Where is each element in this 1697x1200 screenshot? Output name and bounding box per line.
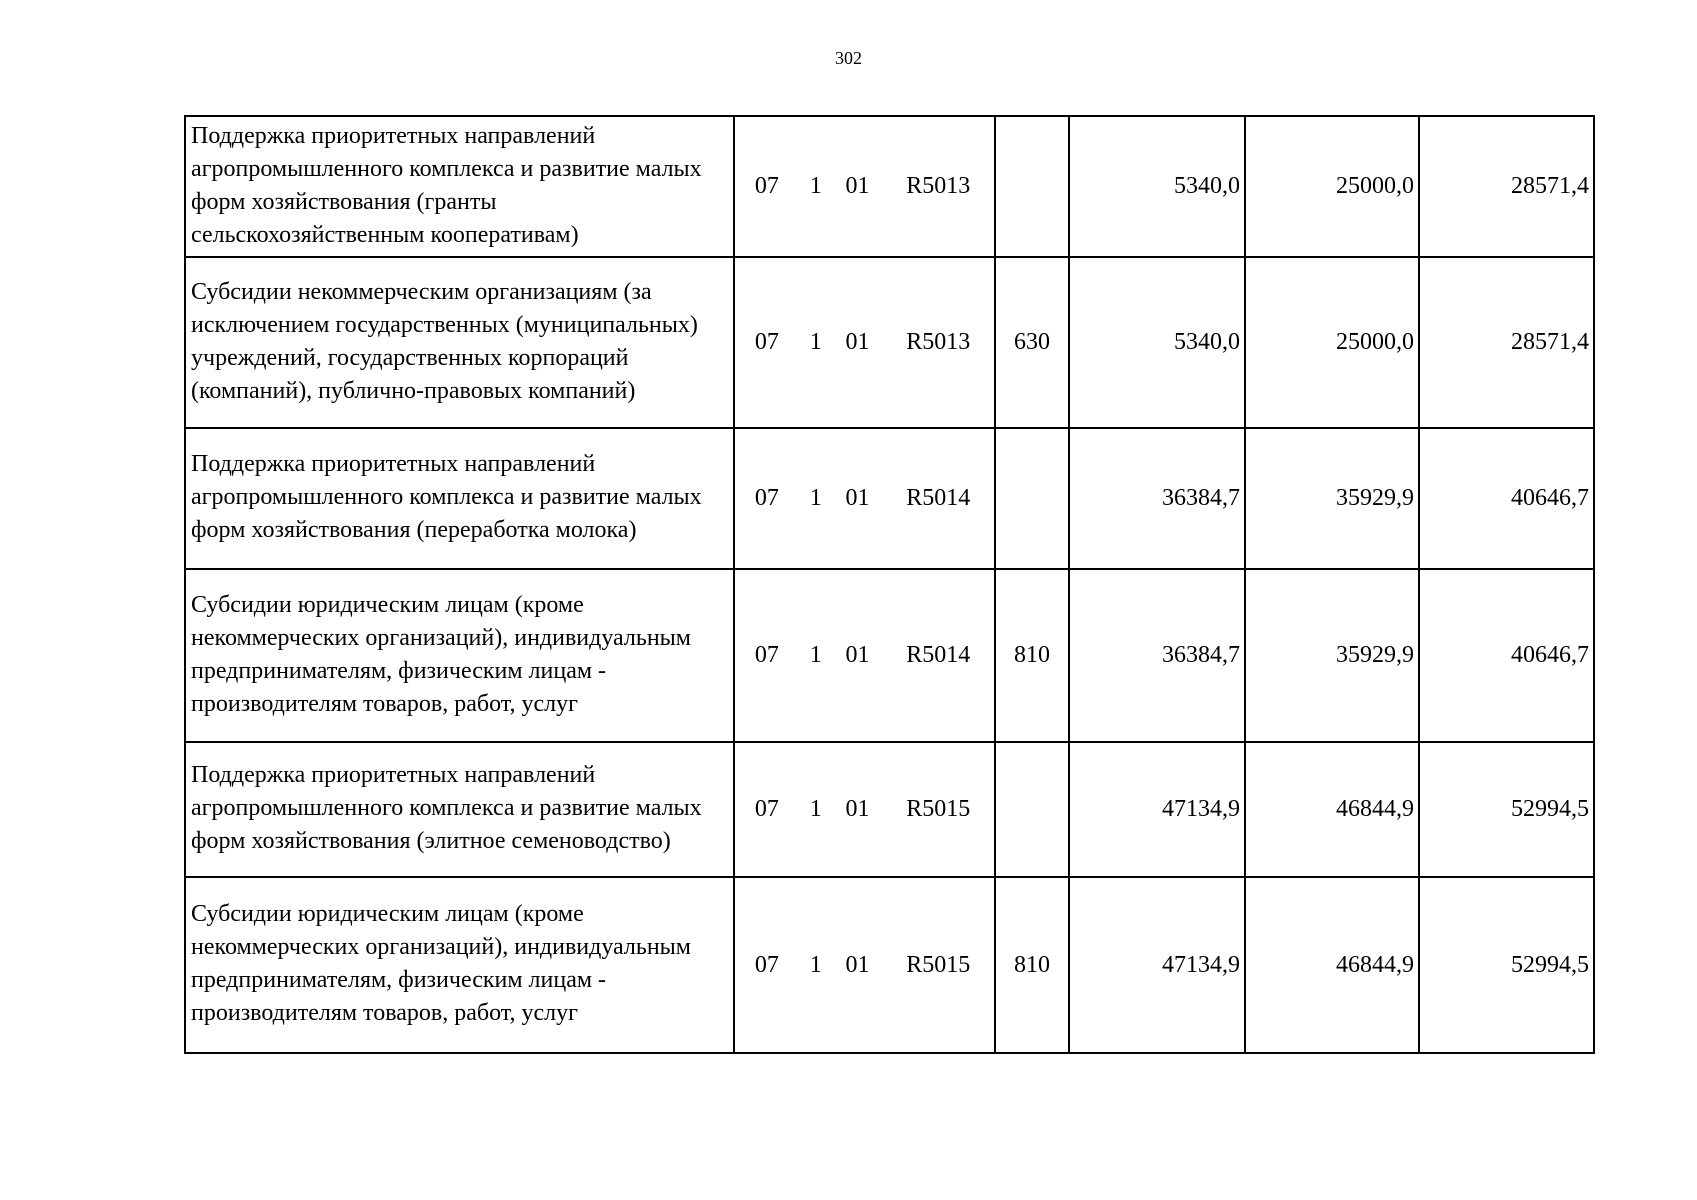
code-subprogram: 1 — [809, 485, 822, 511]
code-target: R5013 — [906, 173, 971, 199]
code-section: 07 — [754, 485, 779, 511]
value-year-3: 40646,7 — [1419, 569, 1594, 742]
page-number: 302 — [835, 48, 862, 68]
code-subprogram: 1 — [809, 796, 822, 822]
table-row — [185, 569, 1594, 742]
value-year-1: 5340,0 — [1069, 257, 1245, 428]
code-section: 07 — [754, 951, 779, 978]
table-row — [185, 877, 1594, 1053]
value-year-1: 47134,9 — [1069, 877, 1245, 1053]
row-codes — [734, 569, 995, 742]
expense-type-code: 810 — [995, 877, 1069, 1053]
code-subprogram: 1 — [809, 951, 822, 978]
code-subprogram: 1 — [809, 642, 822, 668]
value-year-1: 5340,0 — [1069, 116, 1245, 257]
budget-table-body — [185, 116, 1594, 1053]
code-subsection: 01 — [845, 173, 870, 199]
row-codes — [734, 742, 995, 877]
code-section: 07 — [754, 642, 779, 668]
table-row — [185, 742, 1594, 877]
row-codes — [734, 877, 995, 1053]
expense-type-code — [995, 428, 1069, 569]
row-description: Субсидии некоммерческим организациям (за исключением государственных (муниципальных) учреждений, государственных корпораций (компаний), публично-правовых компаний) — [185, 257, 734, 428]
value-year-1: 47134,9 — [1069, 742, 1245, 877]
code-subsection: 01 — [845, 796, 870, 822]
expense-type-code: 810 — [995, 569, 1069, 742]
value-year-2: 35929,9 — [1245, 569, 1419, 742]
row-codes — [734, 116, 995, 257]
row-description: Поддержка приоритетных направлений агропромышленного комплекса и развитие малых форм хозяйствования (гранты сельскохозяйственным кооперативам) — [185, 116, 734, 257]
code-target: R5015 — [906, 796, 971, 822]
code-subsection: 01 — [845, 485, 870, 511]
code-target: R5013 — [906, 329, 971, 355]
code-subprogram: 1 — [809, 329, 822, 355]
expense-type-code: 630 — [995, 257, 1069, 428]
value-year-1: 36384,7 — [1069, 428, 1245, 569]
code-subsection: 01 — [845, 642, 870, 668]
row-description: Субсидии юридическим лицам (кроме некоммерческих организаций), индивидуальным предпринимателям, физическим лицам - производителям товаров, работ, услуг — [185, 569, 734, 742]
expense-type-code — [995, 742, 1069, 877]
value-year-2: 25000,0 — [1245, 116, 1419, 257]
code-subsection: 01 — [845, 951, 870, 978]
value-year-2: 46844,9 — [1245, 742, 1419, 877]
code-target: R5014 — [906, 642, 971, 668]
table-row — [185, 116, 1594, 257]
value-year-3: 52994,5 — [1419, 742, 1594, 877]
code-target: R5014 — [906, 485, 971, 511]
value-year-3: 52994,5 — [1419, 877, 1594, 1053]
code-section: 07 — [754, 796, 779, 822]
code-section: 07 — [754, 329, 779, 355]
code-subprogram: 1 — [809, 173, 822, 199]
value-year-2: 25000,0 — [1245, 257, 1419, 428]
row-codes — [734, 257, 995, 428]
table-row — [185, 428, 1594, 569]
value-year-1: 36384,7 — [1069, 569, 1245, 742]
code-target: R5015 — [906, 951, 971, 978]
value-year-3: 28571,4 — [1419, 257, 1594, 428]
expense-type-code — [995, 116, 1069, 257]
row-description: Поддержка приоритетных направлений агропромышленного комплекса и развитие малых форм хозяйствования (элитное семеноводство) — [185, 742, 734, 877]
code-subsection: 01 — [845, 329, 870, 355]
value-year-2: 35929,9 — [1245, 428, 1419, 569]
budget-table — [184, 115, 1595, 1054]
row-description: Поддержка приоритетных направлений агропромышленного комплекса и развитие малых форм хозяйствования (переработка молока) — [185, 428, 734, 569]
value-year-3: 40646,7 — [1419, 428, 1594, 569]
row-codes — [734, 428, 995, 569]
value-year-2: 46844,9 — [1245, 877, 1419, 1053]
value-year-3: 28571,4 — [1419, 116, 1594, 257]
row-description: Субсидии юридическим лицам (кроме некоммерческих организаций), индивидуальным предпринимателям, физическим лицам - производителям товаров, работ, услуг — [185, 877, 734, 1053]
table-row — [185, 257, 1594, 428]
code-section: 07 — [754, 173, 779, 199]
